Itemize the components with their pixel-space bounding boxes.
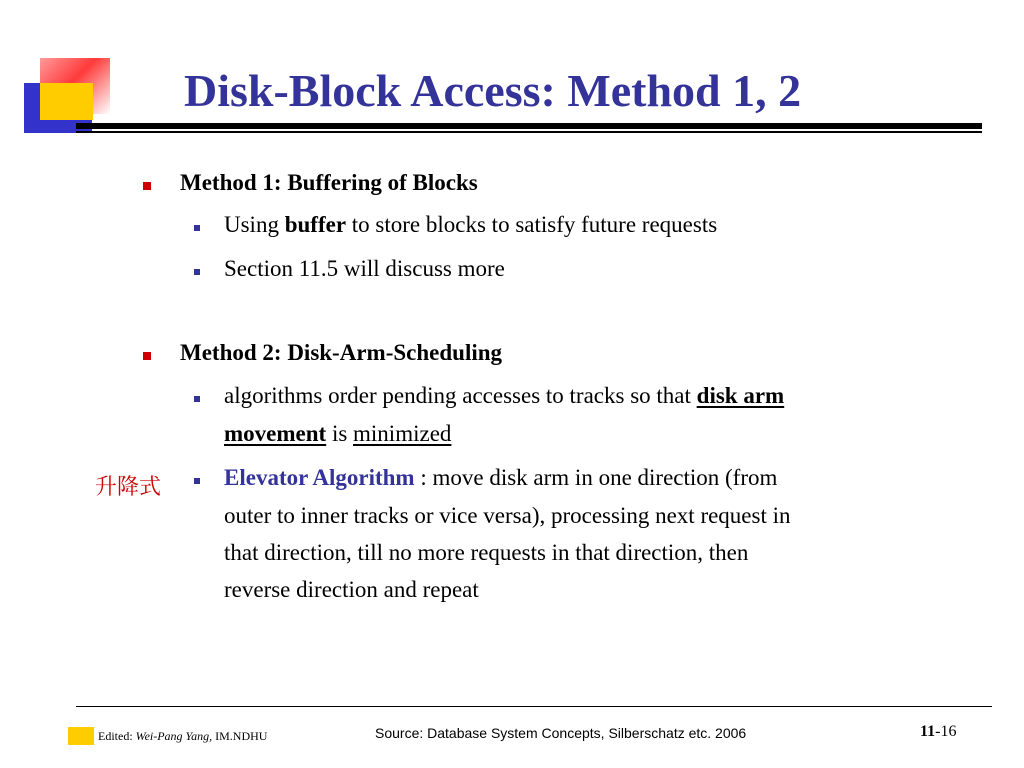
method2-sub1-line2 (224, 421, 451, 447)
annotation-note: 升降式 (95, 475, 162, 500)
sub-bullet-icon (194, 269, 200, 275)
method2-sub2-line3: that direction, till no more requests in that direction, then (224, 540, 749, 565)
sub-bullet-icon (194, 478, 200, 484)
title-rule-thin (76, 131, 982, 133)
footer-page: -16 (935, 723, 957, 740)
method2-sub1-mid: is (326, 421, 354, 446)
title-rule-thick (76, 123, 982, 129)
method2-sub1-line1 (224, 383, 784, 409)
footer-editor-name: Wei-Pang Yang, (135, 729, 213, 743)
logo-square-yellow (40, 83, 93, 120)
method1-sub1-post: to store blocks to satisfy future requests (346, 212, 718, 237)
method1-heading: Method 1: Buffering of Blocks (180, 170, 478, 195)
method1-sub2: Section 11.5 will discuss more (224, 256, 505, 281)
method1-sub1 (224, 212, 717, 238)
method2-sub1-pre: algorithms order pending accesses to tracks so that (224, 383, 697, 408)
term-minimized: minimized (353, 421, 452, 446)
footer-page-number (920, 723, 956, 741)
bullet-icon (143, 352, 151, 360)
method1-sub1-pre: Using (224, 212, 285, 237)
method2-heading: Method 2: Disk-Arm-Scheduling (180, 340, 503, 365)
method2-sub2-line4: reverse direction and repeat (224, 577, 479, 602)
method2-sub2-line1 (224, 465, 777, 491)
sub-bullet-icon (194, 225, 200, 231)
term-movement: movement (224, 421, 327, 446)
method2-sub2-line2: outer to inner tracks or vice versa), processing next request in (224, 503, 791, 528)
footer-logo-square (68, 727, 94, 745)
sub-bullet-icon (194, 396, 200, 402)
term-buffer: buffer (284, 212, 347, 237)
term-disk-arm: disk arm (696, 383, 785, 408)
footer-editor-org: IM.NDHU (212, 729, 268, 743)
term-elevator-algorithm: Elevator Algorithm (224, 465, 415, 490)
footer-chapter: 11 (920, 723, 936, 740)
slide-title: Disk-Block Access: Method 1, 2 (184, 65, 802, 116)
bullet-icon (143, 182, 151, 190)
footer-rule (76, 706, 992, 707)
footer-source: Source: Database System Concepts, Silberschatz etc. 2006 (375, 725, 747, 741)
footer-editor (98, 729, 267, 744)
method2-sub2-text1: : move disk arm in one direction (from (414, 465, 778, 490)
footer-edited-label: Edited: (98, 729, 136, 743)
